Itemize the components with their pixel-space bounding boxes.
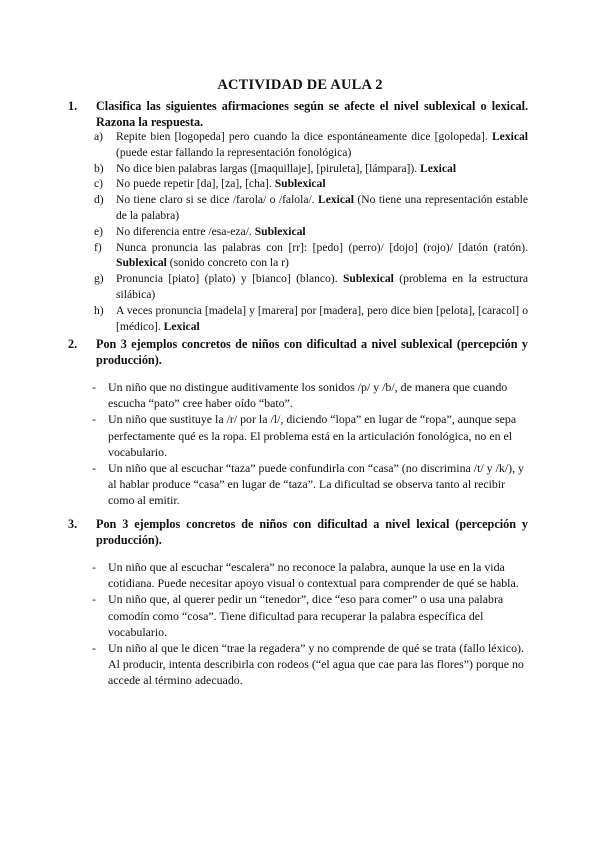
example-text: Un niño que sustituye la /r/ por la /l/, diciendo “lopa” en lugar de “ropa”, aunque sepa perfectamente qué es la ropa. El problema está en la articulación fonológica, no en el vocabulario. bbox=[108, 412, 517, 459]
answer-classification: Sublexical bbox=[342, 272, 394, 286]
answer-item-d bbox=[94, 192, 528, 224]
question-2-text: Pon 3 ejemplos concretos de niños con dificultad a nivel sublexical (percepción y producción). bbox=[96, 337, 528, 367]
answer-label: c) bbox=[94, 177, 104, 191]
question-1-text: Clasifica las siguientes afirmaciones según se afecte el nivel sublexical o lexical. Razona la respuesta. bbox=[96, 99, 528, 129]
example-text: Un niño al que le dicen “trae la regadera” y no comprende de qué se trata (fallo léxico). Al producir, intenta describirla con rodeos (“el agua que cae para las flores”) porque no accede al término adecuado. bbox=[108, 641, 524, 688]
question-1-number: 1. bbox=[68, 99, 78, 113]
answer-label: e) bbox=[94, 224, 104, 238]
question-3-examples bbox=[92, 559, 528, 689]
example-item: - Un niño al que le dicen “trae la regadera” y no comprende de qué se trata (fallo léxico). Al producir, intenta describirla con rodeos (“el agua que cae para las flores”) porque no accede al término adecuado. bbox=[92, 641, 524, 688]
answer-item-f bbox=[94, 240, 528, 272]
example-text: Un niño que al escuchar “taza” puede confundirla con “casa” (no discrimina /t/ y /k/), y al hablar produce “casa” en lugar de “taza”. La dificultad se observa tanto al recibir como al emitir. bbox=[108, 461, 525, 508]
question-3 bbox=[68, 517, 528, 548]
answer-reason: (sonido concreto con la r) bbox=[166, 256, 289, 270]
example-text: Un niño que no distingue auditivamente los sonidos /p/ y /b/, de manera que cuando escucha “pato” cree haber oído “bato”. bbox=[108, 380, 508, 411]
answer-classification: Sublexical bbox=[274, 177, 326, 191]
example-item: - Un niño que al escuchar “escalera” no reconoce la palabra, aunque la use en la vida cotidiana. Puede necesitar apoyo visual o contextual para comprender de qué se habla. bbox=[92, 560, 519, 591]
answer-item-b bbox=[94, 161, 528, 177]
answer-label: h) bbox=[94, 303, 104, 317]
answer-classification: Lexical bbox=[163, 319, 200, 333]
example-item: - Un niño que al escuchar “taza” puede confundirla con “casa” (no discrimina /t/ y /k/), y al hablar produce “casa” en lugar de “taza”. La dificultad se observa tanto al recibir como al emitir. bbox=[92, 461, 525, 508]
answer-reason: (puede estar fallando la representación fonológica) bbox=[116, 145, 352, 159]
answer-classification: Sublexical bbox=[254, 224, 306, 238]
answer-label: a) bbox=[94, 130, 104, 143]
answer-label: f) bbox=[94, 240, 102, 254]
answer-text: No dice bien palabras largas ([maquillaje], [piruleta], [lámpara]). bbox=[116, 161, 420, 175]
answer-classification: Lexical bbox=[317, 193, 355, 207]
question-3-number: 3. bbox=[68, 517, 78, 531]
answer-reason: (problema en la estructura silábica) bbox=[116, 272, 528, 301]
answer-reason: (No tiene una representación estable de la palabra) bbox=[116, 193, 528, 222]
answer-classification: Sublexical bbox=[116, 256, 167, 270]
answer-item-h bbox=[94, 303, 528, 335]
answer-text: A veces pronuncia [madela] y [marera] por [madera], pero dice bien [pelota], [caracol] o [médico]. bbox=[116, 303, 528, 333]
question-1-answers bbox=[94, 129, 528, 334]
answer-item-a bbox=[94, 129, 528, 161]
question-3-text: Pon 3 ejemplos concretos de niños con dificultad a nivel lexical (percepción y producción). bbox=[96, 517, 528, 547]
answer-label: d) bbox=[94, 193, 104, 207]
answer-text: No puede repetir [da], [za], [cha]. bbox=[116, 177, 275, 191]
answer-classification: Lexical bbox=[491, 130, 528, 143]
example-item: - Un niño que sustituye la /r/ por la /l/, diciendo “lopa” en lugar de “ropa”, aunque sepa perfectamente qué es la ropa. El problema está en la articulación fonológica, no en el vocabulario. bbox=[92, 412, 517, 459]
answer-item-e bbox=[94, 224, 528, 240]
question-1 bbox=[68, 99, 528, 130]
example-item: - Un niño que no distingue auditivamente los sonidos /p/ y /b/, de manera que cuando escucha “pato” cree haber oído “bato”. bbox=[92, 380, 508, 411]
answer-item-c bbox=[94, 176, 528, 192]
answer-label: g) bbox=[94, 272, 104, 286]
answer-text: Repite bien [logopeda] pero cuando la dice espontáneamente dice [golopeda]. bbox=[116, 130, 492, 143]
question-2-number: 2. bbox=[68, 337, 78, 351]
answer-text: No tiene claro si se dice /farola/ o /falola/. bbox=[116, 193, 318, 207]
question-2-examples bbox=[92, 379, 528, 509]
document-title: ACTIVIDAD DE AULA 2 bbox=[217, 77, 383, 93]
answer-item-g bbox=[94, 271, 528, 303]
answer-text: No diferencia entre /esa-eza/. bbox=[116, 224, 255, 238]
answer-text: Nunca pronuncia las palabras con [rr]: [pedo] (perro)/ [dojo] (rojo)/ [datón (ratón). bbox=[116, 240, 528, 254]
answer-classification: Lexical bbox=[420, 161, 457, 175]
example-item: - Un niño que, al querer pedir un “tenedor”, dice “eso para comer” o usa una palabra comodín como “cosa”. Tiene dificultad para recuperar la palabra específica del vocabulario. bbox=[92, 592, 504, 639]
example-text: Un niño que al escuchar “escalera” no reconoce la palabra, aunque la use en la vida cotidiana. Puede necesitar apoyo visual o contextual para comprender de qué se habla. bbox=[108, 560, 519, 591]
answer-text: Pronuncia [piato] (plato) y [bianco] (blanco). bbox=[116, 272, 343, 286]
answer-label: b) bbox=[94, 161, 104, 175]
example-text: Un niño que, al querer pedir un “tenedor”, dice “eso para comer” o usa una palabra comodín como “cosa”. Tiene dificultad para recuperar la palabra específica del vocabulario. bbox=[108, 592, 504, 639]
question-2 bbox=[68, 337, 528, 368]
